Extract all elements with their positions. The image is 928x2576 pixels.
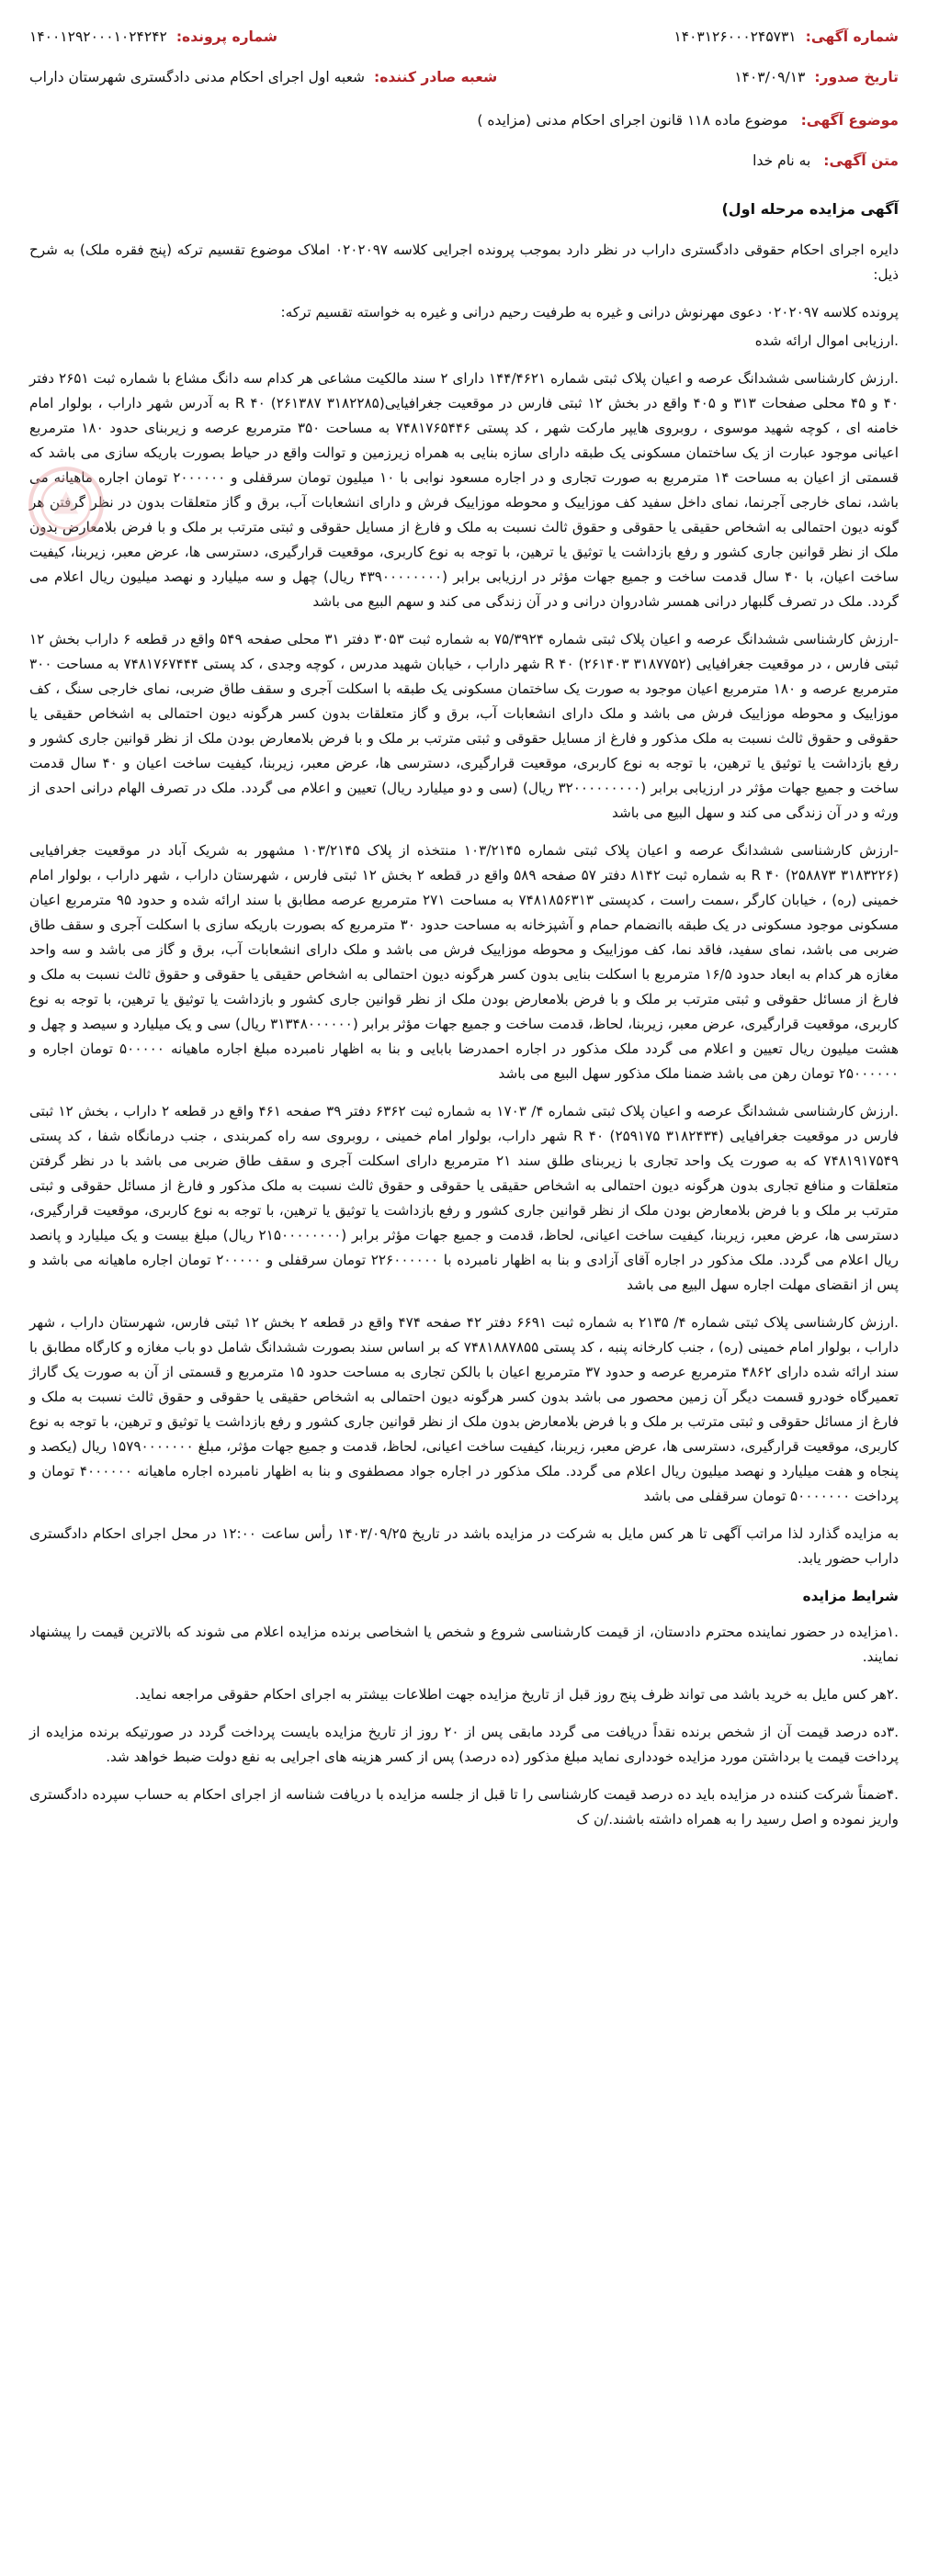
text-label: متن آگهی: <box>823 152 899 169</box>
issuing-branch-label: شعبه صادر کننده: <box>374 69 498 85</box>
issuing-branch-cell <box>29 66 497 88</box>
header-row-2 <box>29 66 899 88</box>
topic-row <box>29 108 899 132</box>
issue-date-cell <box>734 66 899 88</box>
header-row-1 <box>29 26 899 48</box>
auction-time-paragraph: به مزایده گذارد لذا مراتب آگهی تا هر کس مایل به شرکت در مزایده باشد در تاریخ ۱۴۰۳/۰۹/۲۵ رأس ساعت ۱۲:۰۰ در محل اجرای احکام دادگستری داراب حضور یابد. <box>29 1525 899 1567</box>
condition-3: .۳ده درصد قیمت آن از شخص برنده نقداً دریافت می گردد مابقی پس از ۲۰ روز از تاریخ مزایده بایست پرداخت گردد در صورتیکه برنده مزایده از پرداخت قیمت یا برداشتن مورد مزایده خودداری نماید مبلغ مذکور (ده درصد) پس از کسر هزینه های اجرایی به نفع دولت ضبط خواهد شد. <box>29 1724 900 1765</box>
ad-number-label: شماره آگهی: <box>805 28 899 45</box>
valuation-line: .ارزیابی اموال ارائه شده <box>754 332 899 349</box>
subject-block <box>29 108 899 173</box>
topic-value: موضوع ماده ۱۱۸ قانون اجرای احکام مدنی (مزایده ) <box>477 112 788 129</box>
condition-2: .۲هر کس مایل به خرید باشد می تواند ظرف پنج روز قبل از تاریخ مزایده جهت اطلاعات بیشتر به اجرای احکام حقوقی مراجعه نماید. <box>134 1686 899 1703</box>
intro-paragraph: دایره اجرای احکام حقوقی دادگستری داراب در نظر دارد بموجب پرونده اجرایی کلاسه ۰۲۰۲۰۹۷ املاک موضوع تقسیم ترکه (پنج فقره ملک) به شرح ذیل: <box>29 242 899 283</box>
property-item-3: -ارزش کارشناسی ششدانگ عرصه و اعیان پلاک ثبتی شماره ۱۰۳/۲۱۴۵ منتخذه از پلاک ۱۰۳/۲۱۴۵ مشهور به شریک آباد در موقعیت جغرافیایی (۳۱۸۳۲۲۶ ۲۵۸۸۷۳) R ۴۰ به شماره ثبت ۸۱۴۲ دفتر ۵۷ صفحه ۵۸۹ واقع در قطعه ۲ بخش ۱۲ ثبتی فارس ، شهرستان داراب ، شهر داراب ، بولوار امام خمینی (ره) ، خیابان کارگر ،سمت راست ، کدپستی ۷۴۸۱۸۵۶۳۱۳ به مساحت ۲۷۱ مترمربع عرصه مطابق با سند ارائه شده و حدود ۹۵ مترمربع اعیان مسکونی موجود مسکونی در یک طبقه باانضمام حمام و آشپزخانه به مساحت حدود ۳۰ مترمربع که بصورت باریکه سازی با اسکلت آجری و سقف طاق ضربی می باشد، نمای سفید، فاقد نما، کف موزاییک و محوطه موزاییک فرش می باشد و ملک دارای انشعابات آب، برق و گاز می باشد و سه واحد مغازه هر کدام به ابعاد حدود ۱۶/۵ مترمربع با اسکلت بنایی بدون کسر هرگونه دیون احتمالی به اشخاص حقیقی یا حقوقی و حقوق ثالث نسبت به ملک و فارغ از مسائل حقوقی و ثبتی مترتب بر ملک و با فرض بلامعارض بودن ملک از نظر قوانین جاری کشور و بازداشت یا توثیق یا ترهین، با توجه به نوع کاربری، موقعیت قرارگیری، عرض معبر، زیربنا، لحاظ، قدمت ساخت و جمیع جهات مؤثر برابر (۳۱۳۴۸۰۰۰۰۰۰ ریال) سی و یک میلیارد و سیصد و چهل و هشت میلیون ریال تعیین و اعلام می گردد ملک مذکور در اجاره احمدرضا بابایی و بنا به اظهار نامبرده مبلغ اجاره ماهیانه ۵۰۰۰۰۰ تومان اجاره و ۲۵۰۰۰۰۰۰ تومان رهن می باشد ضمنا ملک مذکور سهل البیع می باشد <box>29 842 900 1082</box>
condition-1: .۱مزایده در حضور نماینده محترم دادستان، از قیمت کارشناسی شروع و شخص یا اشخاصی برنده مزایده اعلام می شوند که بالاترین قیمت را پیشنهاد نمایند. <box>29 1624 899 1665</box>
case-line: پرونده کلاسه ۰۲۰۲۰۹۷ دعوی مهرنوش درانی و غیره به طرفیت رحیم درانی و غیره به خواسته تقسیم ترکه: <box>280 304 899 321</box>
case-number: ۱۴۰۰۱۲۹۲۰۰۰۱۰۲۴۲۴۲ <box>29 28 167 45</box>
topic-label: موضوع آگهی: <box>800 112 899 129</box>
judiciary-seal-icon <box>26 464 107 545</box>
conditions-title: شرایط مزایده <box>802 1588 899 1604</box>
text-value: به نام خدا <box>753 152 811 169</box>
issue-date-label: تاریخ صدور: <box>814 69 899 85</box>
text-row <box>29 149 899 173</box>
issuing-branch: شعبه اول اجرای احکام مدنی دادگستری شهرستان داراب <box>29 69 366 85</box>
case-number-cell <box>29 26 277 48</box>
property-item-2: -ارزش کارشناسی ششدانگ عرصه و اعیان پلاک ثبتی شماره ۷۵/۳۹۲۴ به شماره ثبت ۳۰۵۳ دفتر ۳۱ محلی صفحه ۵۴۹ واقع در قطعه ۶ داراب بخش ۱۲ ثبتی فارس ، در موقعیت جغرافیایی (۳۱۸۷۷۵۲ ۲۶۱۴۰۳) R ۴۰ شهر داراب ، خیابان شهید مدرس ، کوچه وجدی ، کد پستی ۷۴۸۱۷۶۷۴۴۴ به مساحت ۳۰۰ مترمربع عرصه و ۱۸۰ مترمربع اعیان موجود به صورت یک ساختمان مسکونی یک طبقه با اسکلت آجری و سقف طاق ضربی، نمای خارجی سنگ ، کف موزاییک و محوطه موزاییک فرش می باشد و ملک دارای انشعابات آب، برق و گاز متعلقات بدون کسر هرگونه دیون احتمالی به اشخاص حقیقی یا حقوقی و حقوق ثالث نسبت به ملک مذکور و فارغ از مسایل حقوقی و ثبتی مترتب بر ملک و با فرض بلامعارض بودن ملک از نظر قوانین جاری کشور و رفع بازداشت یا توثیق یا ترهین، با توجه به نوع کاربری، موقعیت قرارگیری، دسترسی ها، عرض معبر، زیربنا، کیفیت ساخت اعیان و ۴۰ سال قدمت ساخت و جمیع جهات مؤثر در ارزیابی برابر (۳۲۰۰۰۰۰۰۰۰۰ ریال) (سی و دو میلیارد ریال) تعیین و اعلام می گردد. ملک در تصرف الهام درانی احدی از ورثه و در آن زندگی می کند و سهل البیع می باشد <box>29 631 899 821</box>
ad-number: ۱۴۰۳۱۲۶۰۰۰۲۴۵۷۳۱ <box>673 28 797 45</box>
announcement-title: آگهی مزایده مرحله اول) <box>721 200 899 218</box>
condition-4: .۴ضمناً شرکت کننده در مزایده باید ده درصد قیمت کارشناسی را تا قبل از جلسه مزایده با دریافت شناسه از اجرای احکام به حساب سپرده دادگستری واریز نموده و اصل رسید را به همراه داشته باشند./ن ک <box>29 1786 899 1828</box>
issue-date: ۱۴۰۳/۰۹/۱۳ <box>734 69 806 85</box>
property-item-1: .ارزش کارشناسی ششدانگ عرصه و اعیان پلاک ثبتی شماره ۱۴۴/۴۶۲۱ دارای ۲ سند مالکیت مشاعی هر کدام سه دانگ مشاع با شماره ثبت ۲۶۵۱ دفتر ۴۰ و ۴۵ محلی صفحات ۳۱۳ و ۴۰۵ واقع در بخش ۱۲ ثبتی فارس در موقعیت جغرافیایی(۳۱۸۲۲۸۵ ۲۶۱۳۸۷) R ۴۰ به آدرس شهر داراب ، بولوار امام خامنه ای ، کوچه شهید موسوی ، روبروی هایپر مارکت شهر ، کد پستی ۷۴۸۱۷۶۵۴۴۶ به مساحت ۳۵۰ مترمربع عرصه و زیربنای حدود ۱۸۰ مترمربع اعیانی موجود عبارت از یک ساختمان مسکونی یک طبقه دارای سازه بنایی به همراه زیرزمین و توالت واقع در حیاط بصورت باریکه سازی می باشد که قسمتی از اعیان به مساحت ۱۴ مترمربع به صورت تجاری و در اجاره مسعود نوابی با ۱۰ میلیون تومان سرقفلی و ۲۰۰۰۰۰۰ تومان اجاره ماهیانه می باشد، نمای خارجی آجرنما، نمای داخل سفید کف موزاییک و محوطه موزاییک فرش و دارای انشعابات آب، برق و گاز متعلقات بدون در نظر گرفتن هر گونه دیون احتمالی به اشخاص حقیقی یا حقوقی و حقوق ثالث نسبت به ملک و فارغ از مسایل حقوقی و ثبتی مترتب بر ملک و با فرض بلامعارض بدون ملک از نظر قوانین جاری کشور و رفع بازداشت یا توثیق یا ترهین، با توجه به نوع کاربری، موقعیت قرارگیری، دسترسی ها، عرض معبر، زیربنا، کیفیت ساخت اعیان، با ۴۰ سال قدمت ساخت و جمیع جهات مؤثر در ارزیابی برابر (۴۳۹۰۰۰۰۰۰۰۰ ریال) چهل و سه میلیارد و نهصد میلیون ریال اعلام می گردد. ملک در تصرف گلبهار درانی همسر شادروان درانی و در آن زندگی می کند و سهم البیع می باشد <box>29 370 900 610</box>
announcement-body <box>29 197 899 1832</box>
property-item-4: .ارزش کارشناسی ششدانگ عرصه و اعیان پلاک ثبتی شماره ۴/ ۱۷۰۳ به شماره ثبت ۶۳۶۲ دفتر ۳۹ صفحه ۴۶۱ واقع در قطعه ۲ داراب ، بخش ۱۲ ثبتی فارس در موقعیت جغرافیایی (۳۱۸۲۴۳۴ ۲۵۹۱۷۵) R ۴۰ شهر داراب، بولوار امام خمینی ، روبروی سه راه کمربندی ، جنب درمانگاه شفا ، کد پستی ۷۴۸۱۹۱۷۵۴۹ که به صورت یک واحد تجاری با زیربنای طلق سند ۲۱ مترمربع دارای اسکلت آجری و سقف طاق ضربی می باشد با در نظر گرفتن متعلقات و منافع تجاری بدون هرگونه دیون احتمالی به اشخاص حقیقی یا حقوقی و حقوق ثالث نسبت به ملک مذکور و فارغ از مسائل حقوقی و ثبتی مترتب بر ملک و با فرض بلامعارض بودن ملک از نظر قوانین جاری کشور و رفع بازداشت یا توثیق یا ترهین، با توجه به نوع کاربری، موقعیت قرارگیری، دسترسی ها، عرض معبر، زیربنا، کیفیت ساخت اعیانی، لحاظ، قدمت و جمیع جهات مؤثر برابر (۲۱۵۰۰۰۰۰۰۰۰ ریال) مبلغ بیست و یک میلیارد و پانصد ریال اعلام می گردد. ملک مذکور در اجاره آقای آزادی و بنا به اظهار نامبرده با ۲۲۶۰۰۰۰۰۰ تومان سرقفلی و ۲۰۰۰۰۰ تومان اجاره ماهیانه می باشد و پس از انقضای مهلت اجاره سهل البیع می باشد <box>29 1103 900 1293</box>
property-item-5: .ارزش کارشناسی پلاک ثبتی شماره ۴/ ۲۱۳۵ به شماره ثبت ۶۶۹۱ دفتر ۴۲ صفحه ۴۷۴ واقع در قطعه ۲ بخش ۱۲ ثبتی فارس، شهرستان داراب ، شهر داراب ، بولوار امام خمینی (ره) ، جنب کارخانه پنبه ، کد پستی ۷۴۸۱۸۸۷۸۵۵ که بر اساس سند بصورت ششدانگ شامل دو باب مغازه و کارگاه مطابق با سند ارائه شده دارای ۴۸۶۲ مترمربع عرصه و حدود ۳۷ مترمربع اعیان با بالکن تجاری به مساحت حدود ۱۵ مترمربع و قسمتی از آن به صورت یک گاراژ تعمیرگاه خودرو قسمت دیگر آن زمین محصور می باشد بدون کسر هرگونه دیون احتمالی به اشخاص حقیقی یا حقوقی و حقوق ثالث نسبت به ملک و فارغ از مسائل حقوقی و ثبتی مترتب بر ملک و با فرض بلامعارض بدون ملک از نظر قوانین جاری کشور و رفع بازداشت یا توثیق و ترهین، با توجه به نوع کاربری، موقعیت قرارگیری، دسترسی ها، عرض معبر، زیربنا، کیفیت ساخت اعیانی، لحاظ، قدمت و جمیع جهات مؤثر، مبلغ ۱۵۷۹۰۰۰۰۰۰۰ ریال (یکصد و پنجاه و هفت میلیارد و نهصد میلیون ریال اعلام می گردد. ملک مذکور در اجاره جواد مصطفوی و بنا به اظهار نامبرده اجاره ماهیانه ۴۰۰۰۰۰۰ تومان و پرداخت ۵۰۰۰۰۰۰۰ تومان سرقفلی می باشد <box>29 1314 900 1504</box>
case-number-label: شماره پرونده: <box>175 28 278 45</box>
ad-number-cell <box>673 26 899 48</box>
